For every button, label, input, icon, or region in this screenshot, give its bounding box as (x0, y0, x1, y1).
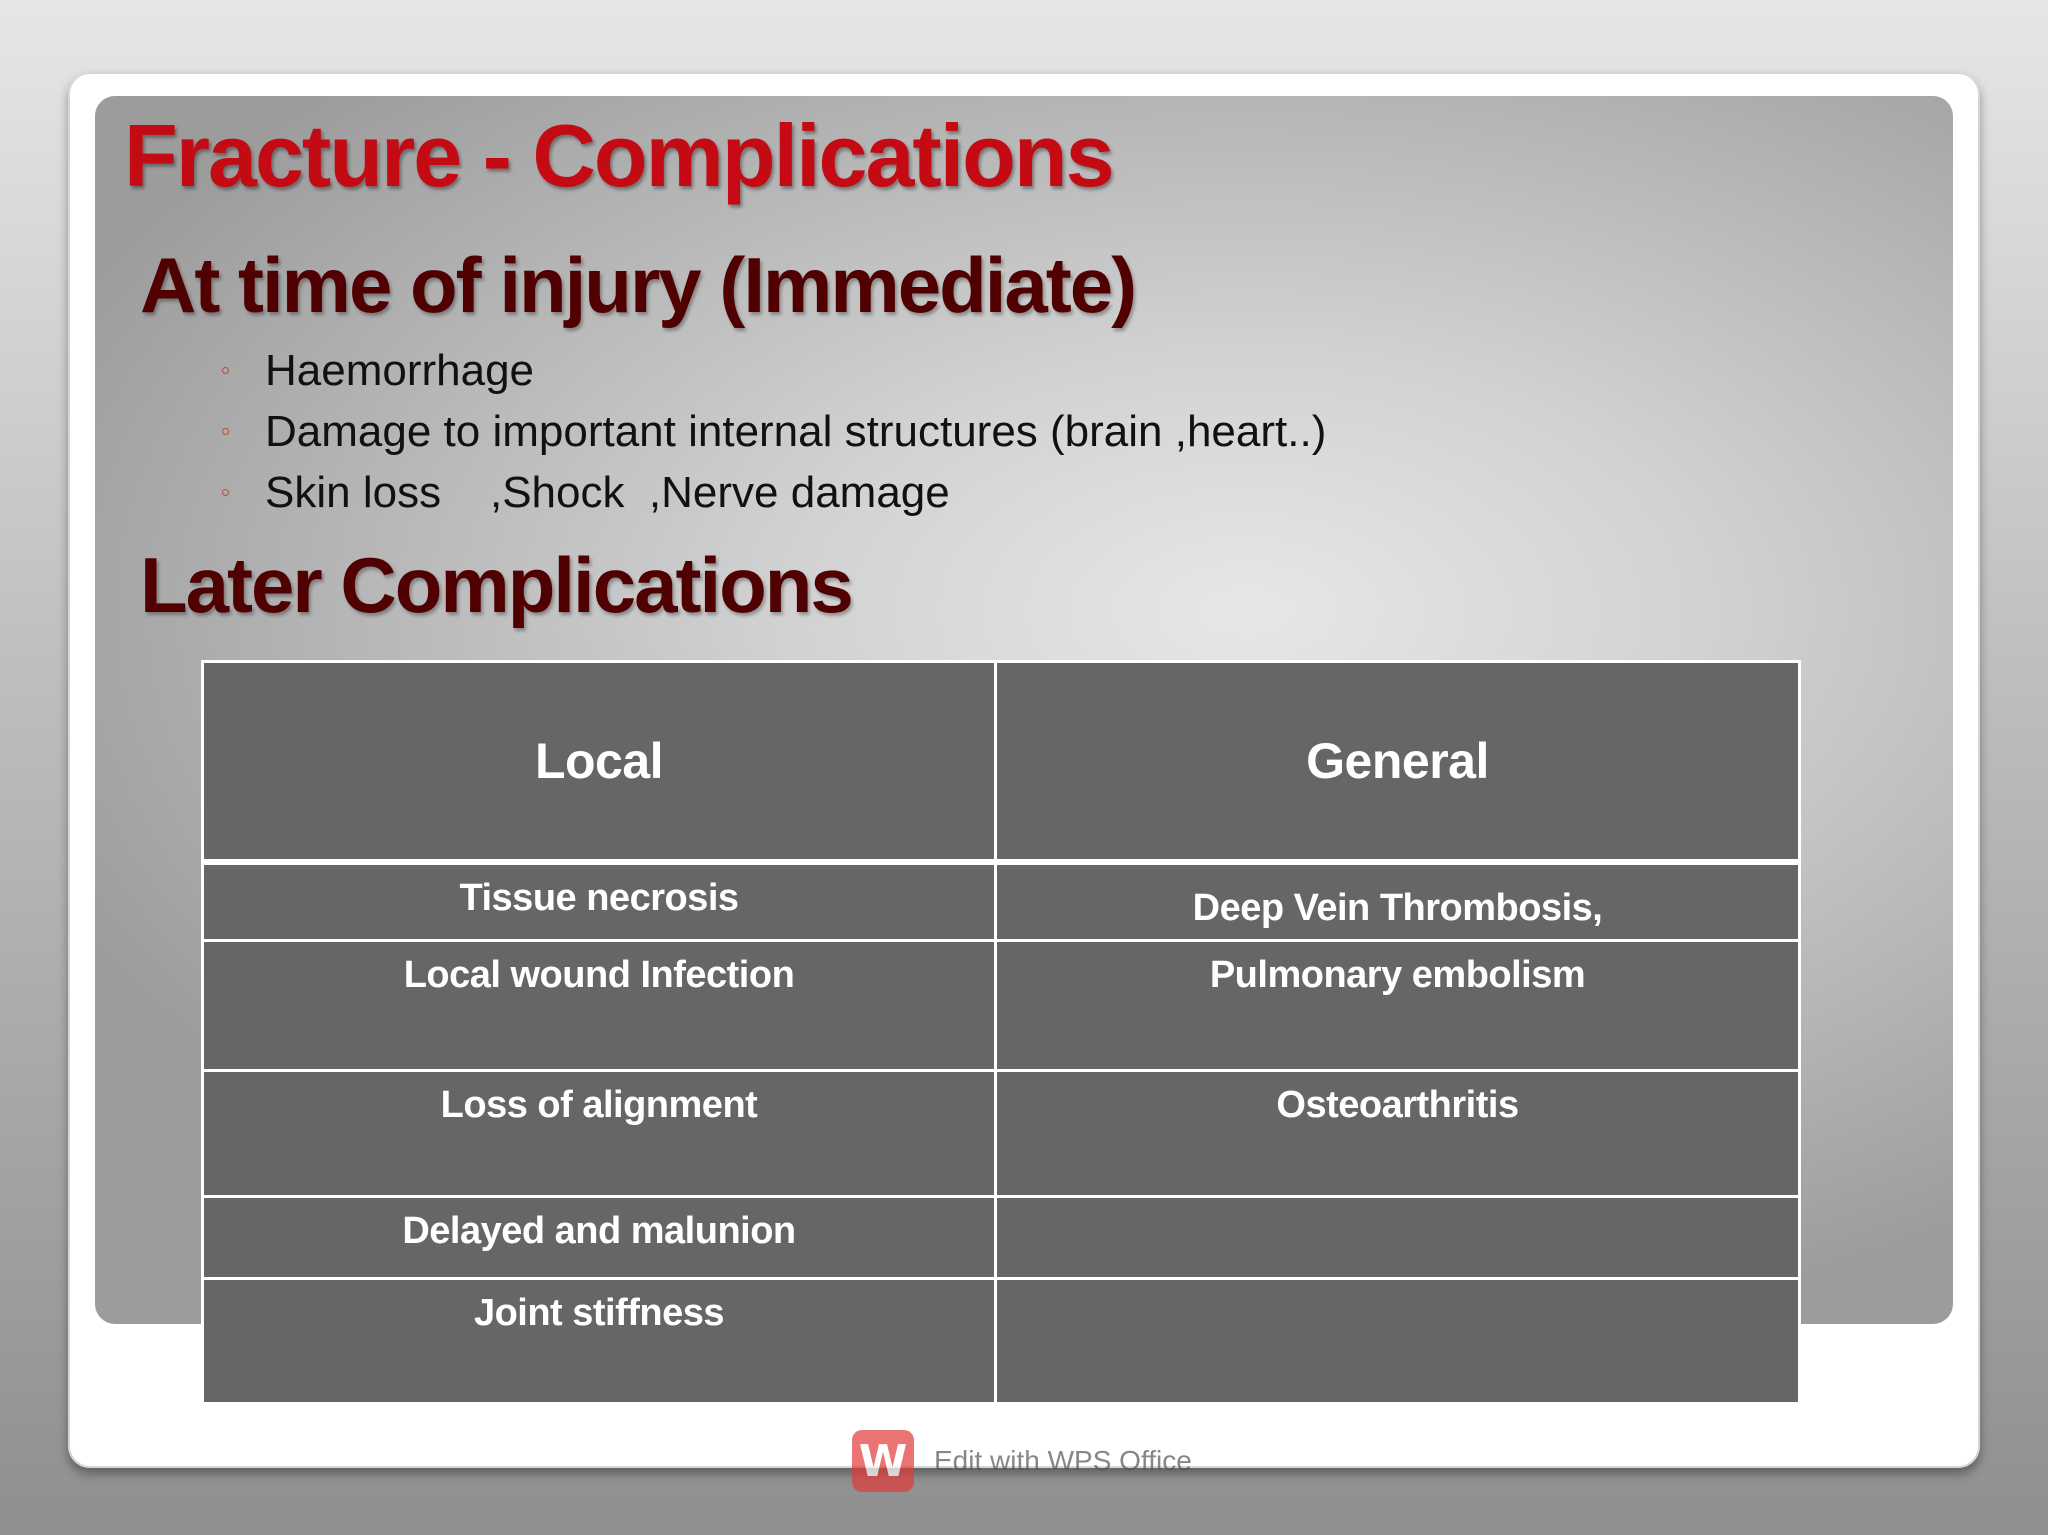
table-row (203, 1278, 1800, 1403)
general-cell (996, 1196, 1800, 1278)
list-item-text: Damage to important internal structures (brain ,heart..) (265, 406, 1327, 456)
list-item (222, 340, 1326, 401)
table-row (203, 940, 1800, 1070)
later-complications-heading: Later Complications (140, 541, 852, 629)
immediate-complications-heading: At time of injury (Immediate) (140, 241, 1136, 329)
general-cell: Pulmonary embolism (996, 940, 1800, 1070)
general-cell: Deep Vein Thrombosis, (996, 862, 1800, 940)
table-row (203, 862, 1800, 940)
general-cell: Osteoarthritis (996, 1070, 1800, 1196)
wps-office-logo-icon: W (852, 1430, 914, 1492)
table-row (203, 1196, 1800, 1278)
table-row (203, 1070, 1800, 1196)
local-cell: Joint stiffness (203, 1278, 996, 1403)
list-item (222, 462, 1326, 523)
local-cell: Local wound Infection (203, 940, 996, 1070)
bullet-circle-icon (222, 428, 229, 435)
wps-watermark-text: Edit with WPS Office (934, 1445, 1192, 1476)
list-item-text: Skin loss ,Shock ,Nerve damage (265, 467, 950, 517)
slide-title: Fracture - Complications (124, 106, 1113, 205)
bullet-circle-icon (222, 489, 229, 496)
wps-watermark[interactable] (852, 1430, 1192, 1492)
later-complications-table (201, 660, 1801, 1405)
local-cell: Delayed and malunion (203, 1196, 996, 1278)
list-item-text: Haemorrhage (265, 345, 535, 395)
local-cell: Tissue necrosis (203, 862, 996, 940)
immediate-complications-list (222, 340, 1326, 523)
bullet-circle-icon (222, 367, 229, 374)
local-cell: Loss of alignment (203, 1070, 996, 1196)
table-header-row (203, 662, 1800, 863)
column-header-general: General (996, 662, 1800, 863)
general-cell (996, 1278, 1800, 1403)
column-header-local: Local (203, 662, 996, 863)
list-item (222, 401, 1326, 462)
